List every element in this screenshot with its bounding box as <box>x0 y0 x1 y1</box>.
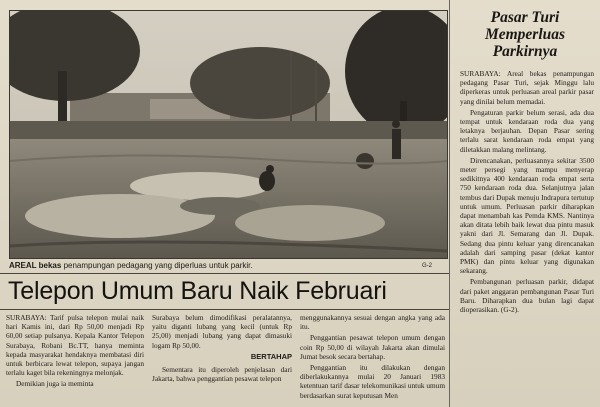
side-paragraph: Direncanakan, perluasannya sekitar 3500 meter persegi yang mampu menyerap sedikitnya 400 kendaraan roda empat serta 750 kendaraan roda dua. Selanjutnya jalan tembus dari Dupak menuju Indrapura tertutup untuk umum. Perluasan parkir diharapkan dapat menambah kas Pemda KMS. Nantinya akan ditata lebih baik lewat dua pintu masuk yakni dari Jl. Semarang dan Jl. Dupak. Sedang dua pintu keluar yang direncanakan adalah dari samping pasar (dekat kantor PMK) dan pintu keluar yang digunakan sekarang. <box>460 155 594 276</box>
headline-rule-bottom <box>0 309 449 310</box>
main-headline: Telepon Umum Baru Naik Februari <box>8 277 387 305</box>
caption-lead: AREAL bekas <box>9 261 62 270</box>
side-paragraph: SURABAYA: Areal bekas penampungan pedagang Pasar Turi, sejak Minggu lalu diperkeras untuk perluasan areal parkir pasar yang dinilai belum memadai. <box>460 69 594 106</box>
photo-parking-area <box>10 11 447 258</box>
subheading: BERTAHAP <box>250 351 292 361</box>
headline-rule-top <box>0 273 449 274</box>
main-paragraph: Surabaya belum dimodifikasi peralatannya, yaitu diganti lubang yang kecil (untuk Rp 25,00) menjadi lubang yang dapat dimasuki logam Rp 50,00. <box>152 313 292 350</box>
side-title-line-1: Pasar Turi <box>490 9 560 26</box>
side-paragraph: Pembangunan perluasan parkir, didapat dari paket anggaran pembangunan Pasar Turi Baru. Diharapkan dua bulan lagi dapat dioperasikan. (G-2). <box>460 277 594 315</box>
side-article-title <box>452 9 598 60</box>
main-article-column-2 <box>152 313 292 385</box>
side-article-body <box>460 69 594 316</box>
caption-credit: G-2 <box>421 263 432 269</box>
main-paragraph: Sementara itu diperoleh penjelasan dari Jakarta, bahwa penggantian pesawat telepon <box>152 365 292 384</box>
side-paragraph: Pengaturan parkir belum serasi, ada dua tempat untuk kendaraan roda dua yang letaknya berjauhan. Depan Pasar sering terlalu sarat kendaraan roda empat yang diletakkan malang melintang. <box>460 107 594 154</box>
side-title-line-2: Memperluas <box>484 26 566 43</box>
main-paragraph: Demikian juga ia meminta <box>16 379 94 389</box>
news-photo <box>9 10 448 259</box>
main-paragraph: Penggantian itu dilakukan dengan diberlakukannya mulai 20 Januari 1983 ketentuan tarif dasar telekomunikasi untuk umum berdasarkan surat keputusan Men <box>300 363 445 400</box>
main-paragraph: menggunakannya sesuai dengan angka yang ada itu. <box>300 313 445 332</box>
main-paragraph: Penggantian pesawat telepon umum dengan coin Rp 50,00 di wilayah Jakarta akan dimulai Jumat besok secara bertahap. <box>300 333 445 361</box>
main-article-column-1 <box>6 313 144 391</box>
side-title-line-3: Parkirnya <box>492 43 558 60</box>
main-paragraph: SURABAYA: Tarif pulsa telepon mulai naik hari Kamis ini, dari Rp 50,00 menjadi Rp 60,00 setiap pulsanya. Kepala Kantor Telepon Surabaya, Robani Bc.TT, hanya meminta kepada masyarakat hendaknya membatasi diri untuk berbicara lewat telepon, supaya jangan terlalu kaget bila rekeningnya melonjak. <box>6 313 144 378</box>
side-article <box>452 0 598 407</box>
photo-caption <box>9 260 446 272</box>
caption-text: penampungan pedagang yang diperluas untuk parkir. <box>63 261 253 270</box>
main-article-column-3 <box>300 313 445 402</box>
column-divider <box>449 0 450 407</box>
